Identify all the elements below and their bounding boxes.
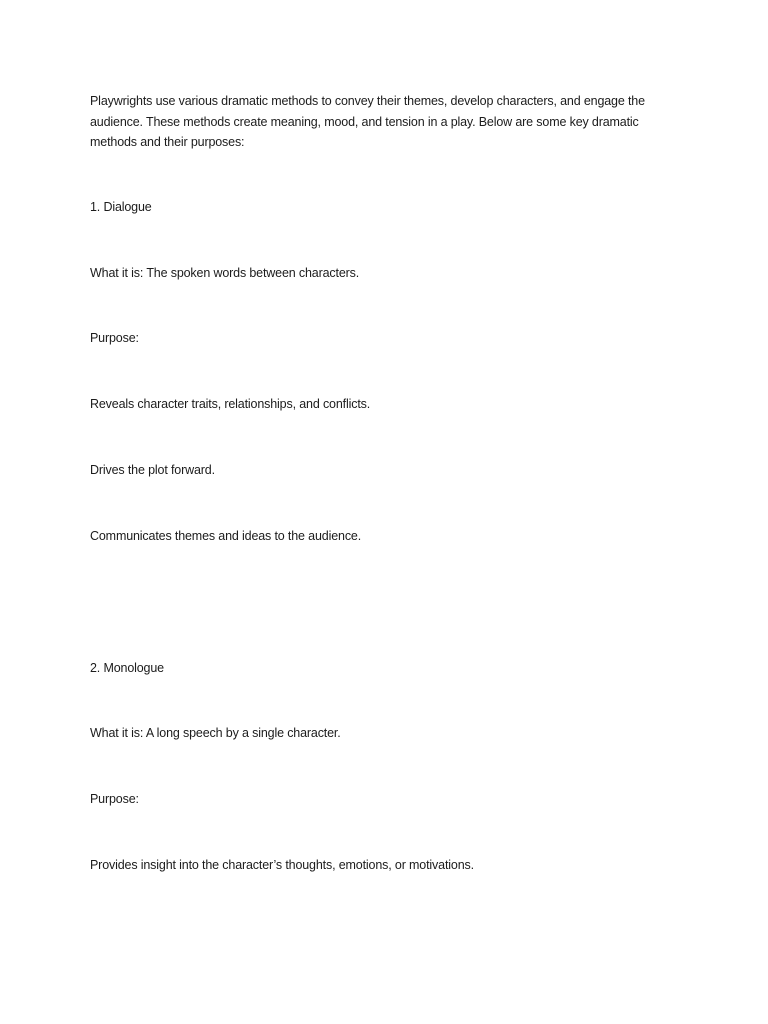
monologue-purpose-label: Purpose: <box>90 792 139 806</box>
intro-paragraph-line: methods and their purposes: <box>90 135 245 149</box>
intro-paragraph-line: Playwrights use various dramatic methods to convey their themes, develop characters, and engage the <box>90 94 645 108</box>
section-heading-monologue: 2. Monologue <box>90 661 164 675</box>
section-heading-dialogue: 1. Dialogue <box>90 200 152 214</box>
dialogue-purpose-point: Reveals character traits, relationships, and conflicts. <box>90 397 371 411</box>
dialogue-purpose-label: Purpose: <box>90 331 139 345</box>
monologue-definition: What it is: A long speech by a single character. <box>90 726 341 740</box>
dialogue-purpose-point: Drives the plot forward. <box>90 463 215 477</box>
monologue-purpose-point: Provides insight into the character’s thoughts, emotions, or motivations. <box>90 858 474 872</box>
dialogue-definition: What it is: The spoken words between characters. <box>90 266 360 280</box>
intro-paragraph-line: audience. These methods create meaning, mood, and tension in a play. Below are some key dramatic <box>90 114 639 129</box>
dialogue-purpose-point: Communicates themes and ideas to the audience. <box>90 529 362 543</box>
